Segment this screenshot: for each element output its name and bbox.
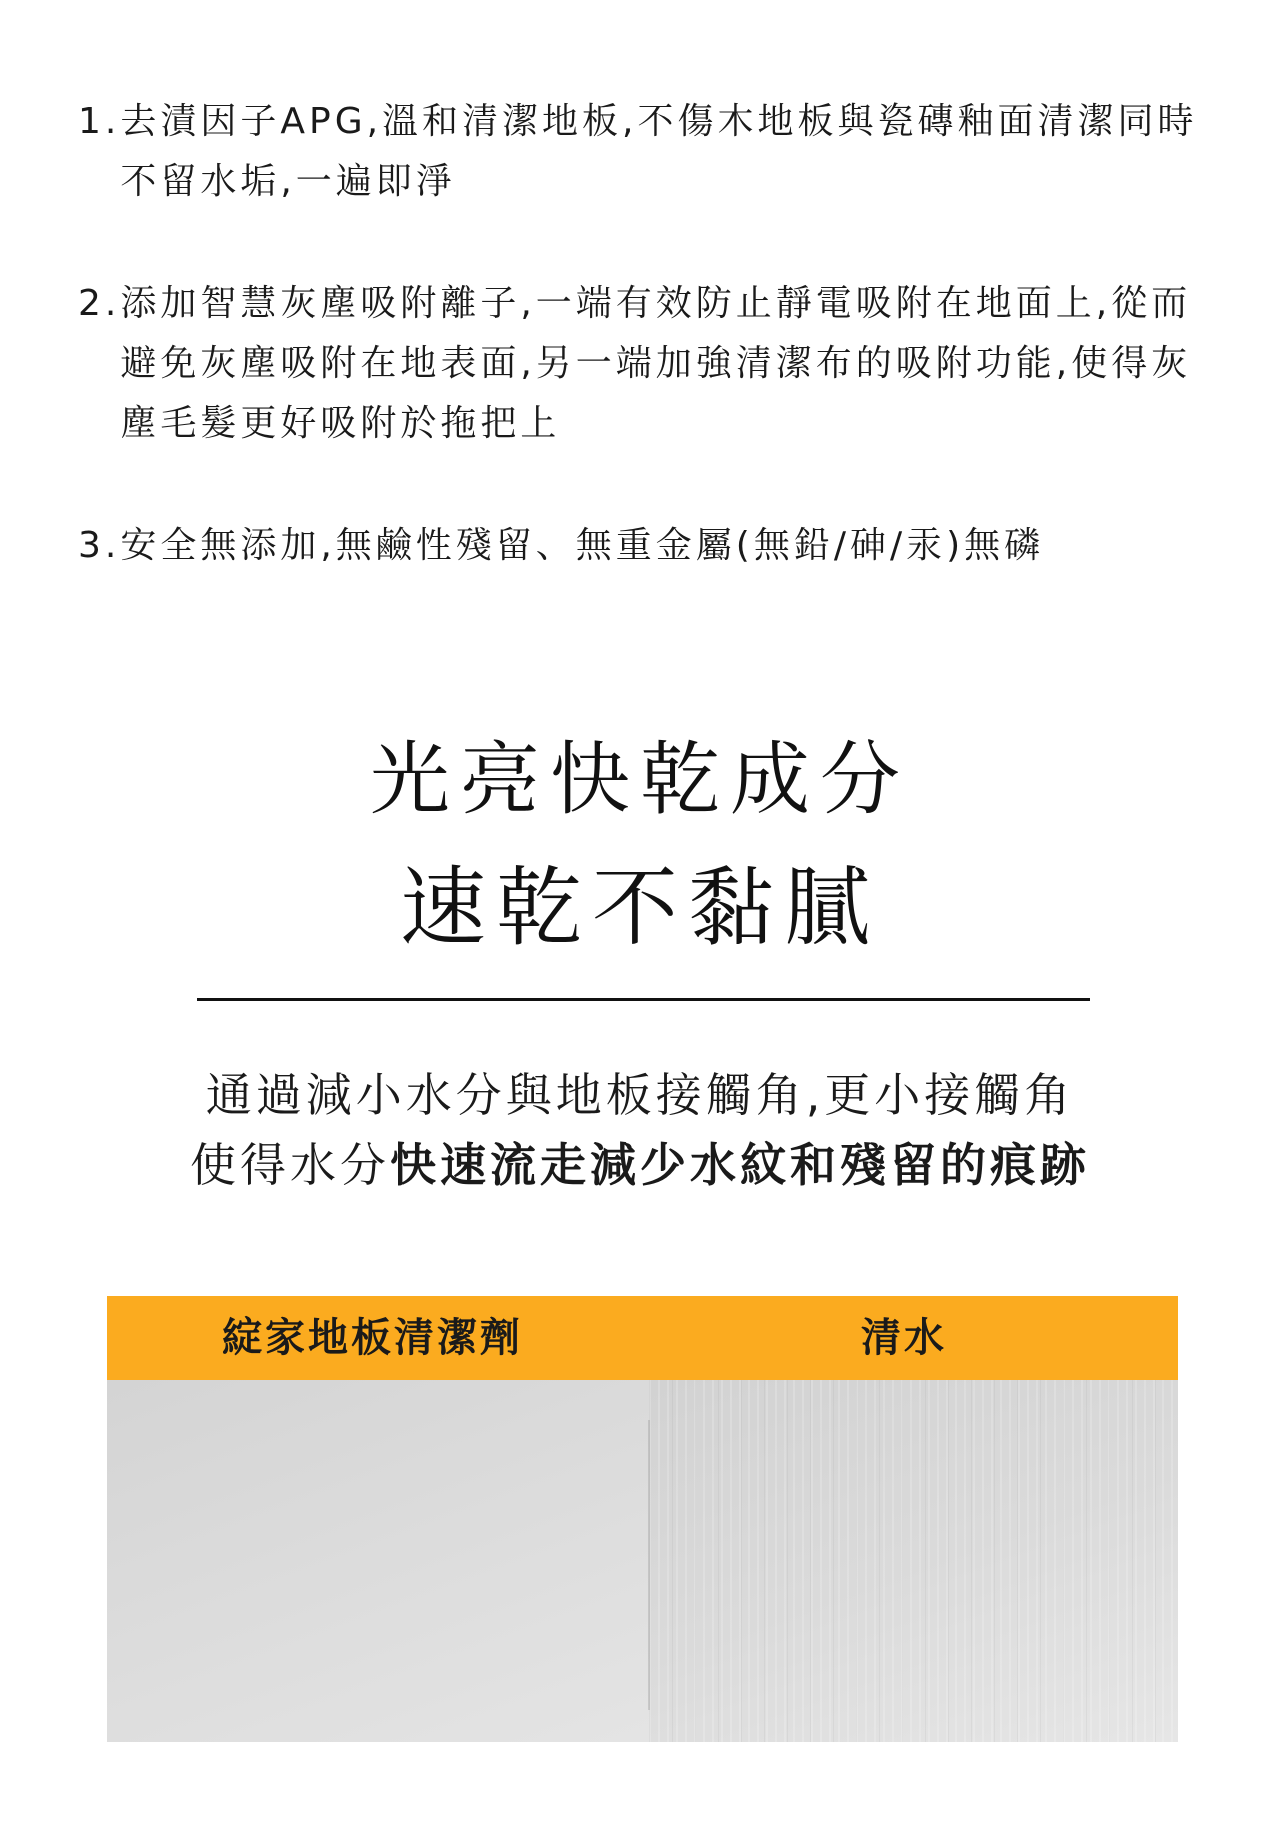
feature-text: 添加智慧灰塵吸附離子,一端有效防止靜電吸附在地面上,從而避免灰塵吸附在地表面,另一端加強清潔布的吸附功能,使得灰塵毛髮更好吸附於拖把上	[120, 283, 1192, 444]
description-bold-text: 快速流走減少水紋和殘留的痕跡	[390, 1138, 1090, 1192]
comparison-label-product: 綻家地板清潔劑	[222, 1315, 523, 1361]
feature-number: 1.	[78, 101, 121, 142]
comparison-block	[107, 1296, 1178, 1742]
headline-primary: 光亮快乾成分	[370, 733, 910, 826]
comparison-photo	[107, 1380, 1178, 1742]
feature-number: 3.	[78, 525, 121, 566]
comparison-label-water: 清水	[861, 1315, 947, 1361]
description-line-1: 通過減小水分與地板接觸角,更小接觸角	[205, 1068, 1075, 1122]
feature-text: 安全無添加,無鹼性殘留、無重金屬(無鉛/砷/汞)無磷	[120, 525, 1045, 566]
comparison-header	[107, 1296, 1178, 1380]
feature-item-3	[78, 516, 1208, 576]
description-line-2	[0, 1133, 1280, 1197]
feature-text: 去漬因子APG,溫和清潔地板,不傷木地板與瓷磚釉面清潔同時不留水垢,一遍即淨	[120, 101, 1198, 202]
floor-seam	[648, 1420, 650, 1710]
floor-photo-product-side	[107, 1380, 649, 1742]
headline-secondary: 速乾不黏膩	[400, 858, 880, 958]
divider-line	[197, 998, 1090, 1001]
feature-number: 2.	[78, 283, 121, 324]
feature-item-1	[78, 92, 1208, 212]
description-normal-text: 使得水分	[190, 1138, 390, 1192]
floor-photo-water-side	[649, 1380, 1178, 1742]
feature-list	[78, 92, 1208, 638]
feature-item-2	[78, 274, 1208, 454]
